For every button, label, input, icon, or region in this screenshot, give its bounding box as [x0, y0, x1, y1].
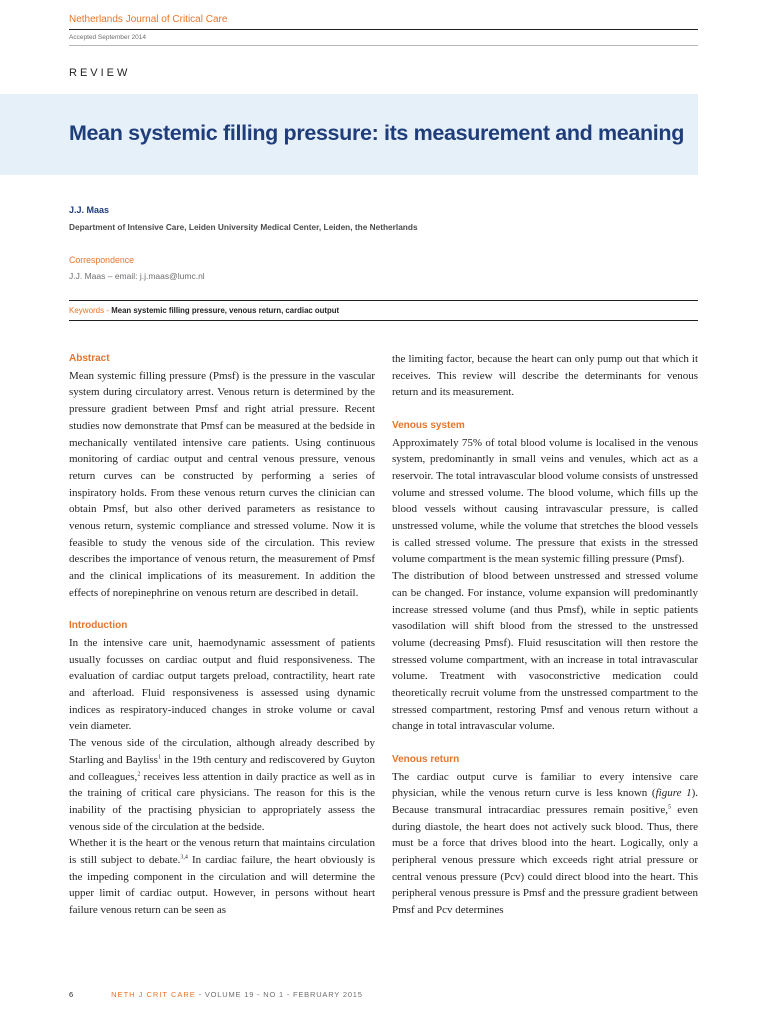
venous-return-heading: Venous return	[392, 753, 460, 765]
accepted-date: Accepted September 2014	[69, 34, 146, 41]
introduction-paragraph-1: In the intensive care unit, haemodynamic assessment of patients usually focusses on cardiac output and fluid responsiveness. The evaluation of cardiac output targets preload, contractility, heart rate and afterload. Fluid responsiveness is assessed using dynamic indices as respiratory-induced changes in stroke volume or caval vein diameter.	[69, 636, 375, 733]
keywords-label: Keywords -	[69, 306, 110, 315]
correspondence-heading: Correspondence	[69, 255, 135, 265]
introduction-heading: Introduction	[69, 620, 128, 632]
venous-return-paragraph: The cardiac output curve is familiar to every intensive care physician, while the venous return curve is less known (figure 1). Because transmural intracardiac pressures remain positive,$^5$ even during diastole, the heart does not actively suck blood. Thus, there must be a force that drives blood into the heart. Logically, only a peripheral venous pressure which exceeds right atrial pressure or central venous pressure (Pcv) could direct blood into the heart. This peripheral venous pressure is Pmsf and the pressure gradient between Pmsf and Pcv determines	[392, 770, 698, 917]
correspondence-text: J.J. Maas – email: j.j.maas@lumc.nl	[69, 271, 205, 281]
figure-reference: figure 1	[655, 787, 692, 800]
introduction-paragraph-3-continued: the limiting factor, because the heart can only pump out that which it receives. This review will describe the determinants for venous return and its measurement.	[392, 353, 698, 399]
citation-ref: 2	[137, 770, 141, 777]
introduction-paragraph-2: The venous side of the circulation, although already described by Starling and Bayliss$^1$ in the 19th century and rediscovered by Guyton and colleagues,$^2$ receives less attention in daily practice as well as in the training of critical care physicians. The reason for this is the inability of the practising physician to appropriately assess the venous side of the circulation at the bedside.	[69, 737, 376, 833]
page-footer	[69, 990, 363, 999]
keywords-rule-top	[69, 300, 698, 301]
section-label: REVIEW	[69, 67, 131, 79]
journal-name: Netherlands Journal of Critical Care	[69, 14, 228, 25]
right-column	[392, 351, 698, 919]
header-subrule	[69, 45, 698, 46]
footer-journal: NETH J CRIT CARE	[111, 990, 196, 999]
page-number: 6	[69, 990, 74, 999]
left-column	[69, 351, 375, 919]
citation-ref: 3,4	[180, 854, 188, 861]
keywords-rule-bottom	[69, 320, 698, 321]
abstract-text: Mean systemic filling pressure (Pmsf) is the pressure in the vascular system during circulatory arrest. Venous return is determined by the pressure gradient between Pmsf and right atrial pressure. Recent studies now demonstrate that Pmsf can be measured at the bedside in mechanically ventilated intensive care patients. Using continuous monitoring of cardiac output and central venous pressure, venous return curves can be constructed by performing a series of inspiratory holds. From these venous return curves the clinician can obtain Pmsf, but also other derived parameters as resistance to venous return, systemic compliance and stressed volume. Now it is feasible to study the venous side of the circulation. This review describes the importance of venous return, the measurement of Pmsf and the clinical implications of its measurement. In addition the effects of norepinephrine on venous return are described in detail.	[69, 369, 375, 599]
citation-ref: 5	[667, 804, 671, 811]
author-affiliation: Department of Intensive Care, Leiden University Medical Center, Leiden, the Netherlands	[69, 222, 418, 232]
keywords-line	[69, 306, 339, 315]
abstract-heading: Abstract	[69, 353, 110, 364]
keywords-value: Mean systemic filling pressure, venous return, cardiac output	[111, 306, 340, 315]
venous-system-paragraph-1: Approximately 75% of total blood volume is localised in the venous system, predominantly in small veins and venules, which act as a reservoir. The total intravascular blood volume consists of unstressed volume and stressed volume. The blood volume, which fills up the blood vessels without causing intravascular pressure, is called unstressed volume, while the volume that stretches the blood vessels is called stressed volume. The pressure that exists in the stressed volume compartment is the mean systemic filling pressure (Pmsf).	[392, 436, 698, 566]
author-name: J.J. Maas	[69, 205, 110, 215]
header-rule	[69, 29, 698, 30]
citation-ref: 1	[157, 754, 161, 761]
article-title: Mean systemic filling pressure: its measurement and meaning	[69, 121, 684, 145]
venous-system-paragraph-2: The distribution of blood between unstressed and stressed volume can be changed. For instance, volume expansion will predominantly increase stressed volume (and thus Pmsf), while in septic patients vasodilation will shift blood from the stressed to the unstressed volume (decreasing Pmsf). Fluid resuscitation will then restore the stressed volume compartment, with an increase in total intravascular volume. Treatment with vasoconstrictive medication could theoretically recruit volume from the unstressed compartment to the stressed compartment, restoring Pmsf and venous return without a change in total intravascular volume.	[392, 570, 698, 733]
venous-system-heading: Venous system	[392, 419, 465, 431]
footer-volume: - VOLUME 19 - NO 1 - FEBRUARY 2015	[195, 990, 363, 999]
introduction-paragraph-3: Whether it is the heart or the venous return that maintains circulation is still subject to debate.$^{3,4}$ In cardiac failure, the heart obviously is the impeding component in the circulation and will determine the upper limit of cardiac output. However, in persons without heart failure venous return can be seen as	[69, 837, 375, 917]
